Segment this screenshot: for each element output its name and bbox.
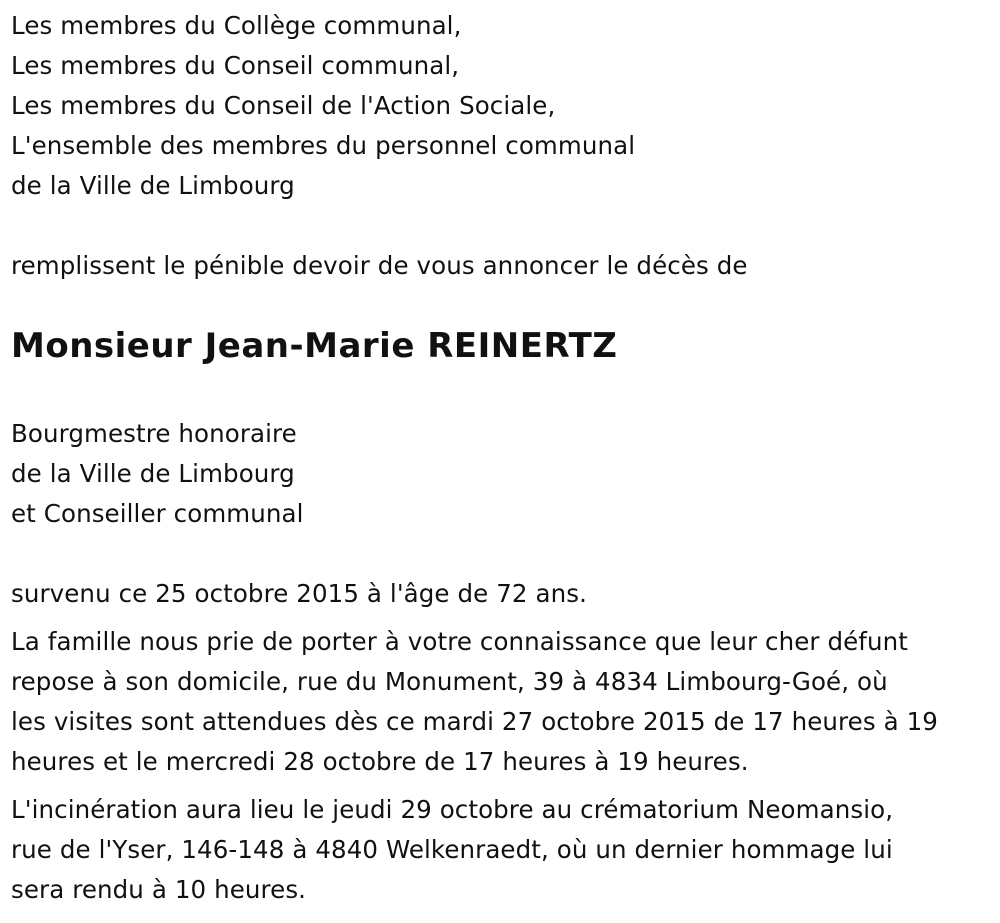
visits-paragraph [11, 622, 991, 782]
spacer [11, 366, 991, 414]
roles-block [11, 414, 991, 534]
deceased-name: Monsieur Jean-Marie REINERTZ [11, 326, 618, 366]
sender-line: L'ensemble des membres du personnel communal [11, 131, 636, 160]
sender-line: de la Ville de Limbourg [11, 171, 295, 200]
cremation-paragraph [11, 790, 991, 910]
role-line: Bourgmestre honoraire [11, 419, 297, 448]
role-line: de la Ville de Limbourg [11, 459, 295, 488]
announcement-text: remplissent le pénible devoir de vous annoncer le décès de [11, 251, 748, 280]
paragraph-line: repose à son domicile, rue du Monument, 39 à 4834 Limbourg-Goé, où [11, 667, 888, 696]
paragraph-line: L'incinération aura lieu le jeudi 29 octobre au crématorium Neomansio, [11, 795, 894, 824]
role-line: et Conseiller communal [11, 499, 304, 528]
spacer [11, 206, 991, 246]
paragraph-line: les visites sont attendues dès ce mardi 27 octobre 2015 de 17 heures à 19 [11, 707, 938, 736]
paragraph-line: La famille nous prie de porter à votre connaissance que leur cher défunt [11, 627, 908, 656]
paragraph-line: sera rendu à 10 heures. [11, 875, 307, 904]
spacer [11, 534, 991, 574]
death-info: survenu ce 25 octobre 2015 à l'âge de 72 ans. [11, 579, 587, 608]
sender-line: Les membres du Conseil communal, [11, 51, 460, 80]
obituary-notice [11, 0, 991, 910]
paragraph-line: heures et le mercredi 28 octobre de 17 heures à 19 heures. [11, 747, 749, 776]
paragraph-line: rue de l'Yser, 146-148 à 4840 Welkenraedt, où un dernier hommage lui [11, 835, 893, 864]
senders-block [11, 0, 991, 206]
sender-line: Les membres du Collège communal, [11, 11, 462, 40]
sender-line: Les membres du Conseil de l'Action Sociale, [11, 91, 556, 120]
